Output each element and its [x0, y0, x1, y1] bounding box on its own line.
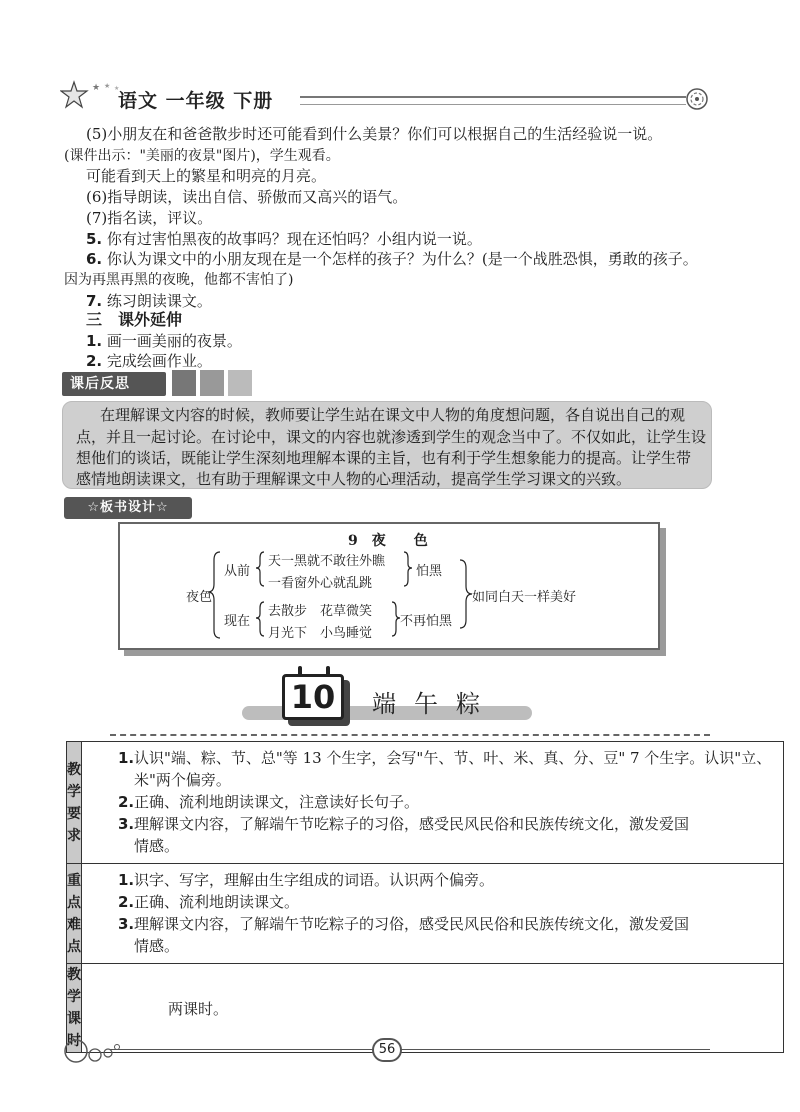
item-text: 认识"端、粽、节、总"等 13 个生字，会写"午、节、叶、米、真、分、豆" 7 个生字。认识"立、 [134, 749, 772, 767]
reflection-line: 点，并且一起讨论。在讨论中，课文的内容也就渗透到学生的观念当中了。不仅如此，让学生设 [76, 428, 707, 446]
item-text: 画一画美丽的夜景。 [106, 332, 242, 350]
board-braces [120, 524, 660, 650]
row-content [82, 964, 784, 1053]
board-before-item: 一看窗外心就乱跳 [268, 576, 373, 591]
item-number: 1. [86, 332, 103, 350]
svg-text:★: ★ [114, 85, 120, 92]
list-item [118, 869, 771, 891]
board-design-tag: ☆板书设计☆ [64, 497, 192, 519]
lesson-title: 端午粽 [372, 690, 498, 718]
item-text: 练习朗读课文。 [106, 292, 212, 310]
item-number: 7. [86, 292, 103, 310]
row-label [67, 742, 82, 864]
body-line [86, 291, 746, 311]
item-number: 3. [118, 915, 135, 933]
item-number: 1. [118, 871, 135, 889]
board-design [118, 522, 660, 650]
board-now-label: 现在 [224, 614, 251, 629]
item-number: 2. [118, 893, 135, 911]
header-title: 语文 一年级 下册 [118, 90, 274, 112]
board-before-result: 怕黑 [416, 564, 443, 579]
body-line [86, 331, 746, 351]
item-text: 你有过害怕黑夜的故事吗？现在还怕吗？小组内说一说。 [106, 230, 482, 248]
item-text: 你认为课文中的小朋友现在是一个怎样的孩子？为什么？(是一个战胜恐惧，勇敢的孩子。 [106, 250, 698, 268]
row-label-line: 教学 [67, 967, 81, 1005]
lesson-number: 10 [282, 674, 344, 720]
item-number: 2. [86, 352, 103, 370]
item-text: 完成绘画作业。 [106, 352, 212, 370]
header-rule [300, 96, 686, 98]
item-text: 识字、写字，理解由生字组成的词语。认识两个偏旁。 [134, 871, 495, 889]
list-item [118, 813, 771, 835]
board-conclusion: 如同白天一样美好 [472, 590, 577, 605]
lesson-requirements-table [66, 741, 784, 1053]
row-label-line: 教学 [67, 761, 81, 800]
board-now-item: 去散步 花草微笑 [268, 604, 373, 619]
reflection-line: 在理解课文内容的时候，教师要让学生站在课文中人物的角度想问题，各自说出自己的观 [100, 406, 686, 424]
decor-square [200, 370, 224, 396]
board-before-label: 从前 [224, 564, 251, 579]
dashed-divider [110, 734, 710, 736]
reflection-line: 想他们的谈话，既能让学生深刻地理解本课的主旨，也有利于学生想象能力的提高。让学生带 [76, 449, 692, 467]
body-line [86, 229, 746, 249]
row-content [82, 742, 784, 864]
board-now-result: 不再怕黑 [400, 614, 453, 629]
item-number: 3. [118, 815, 135, 833]
body-line: (课件出示："美丽的夜景"图片)，学生观看。 [64, 148, 340, 164]
body-line: (6)指导朗读，读出自信、骄傲而又高兴的语气。 [86, 188, 408, 206]
item-number: 2. [118, 793, 135, 811]
list-item [118, 891, 771, 913]
list-item [118, 913, 771, 935]
list-item-continued: 米"两个偏旁。 [134, 771, 231, 789]
board-root: 夜色 [186, 590, 213, 605]
header-spiral-icon [684, 86, 710, 112]
item-text: 理解课文内容，了解端午节吃粽子的习俗，感受民风民俗和民族传统文化，激发爱国 [134, 815, 690, 833]
decor-square [172, 370, 196, 396]
board-title: 9 夜 色 [348, 533, 428, 549]
section-heading: 三 课外延伸 [86, 310, 183, 329]
body-line: 可能看到天上的繁星和明亮的月亮。 [86, 167, 327, 185]
table-row [67, 742, 784, 864]
list-item [118, 747, 772, 769]
board-now-item: 月光下 小鸟睡觉 [268, 626, 373, 641]
list-item: 两课时。 [168, 999, 229, 1018]
reflection-tag: 课后反思 [62, 372, 166, 396]
body-line [86, 249, 746, 269]
reflection-line: 感情地朗读课文，也有助于理解课文中人物的心理活动，提高学生学习课文的兴致。 [76, 470, 632, 488]
decor-square [228, 370, 252, 396]
list-item [118, 791, 771, 813]
svg-text:★: ★ [104, 82, 111, 90]
item-text: 正确、流利地朗读课文，注意读好长句子。 [134, 793, 420, 811]
row-label-line: 重点 [67, 872, 81, 911]
item-number: 6. [86, 250, 103, 268]
table-row [67, 964, 784, 1053]
board-before-item: 天一黑就不敢往外瞧 [268, 554, 386, 569]
table-row [67, 864, 784, 964]
item-number: 1. [118, 749, 135, 767]
row-content [82, 864, 784, 964]
body-line: 因为再黑再黑的夜晚，他都不害怕了) [64, 272, 294, 288]
body-line: (7)指名读，评议。 [86, 209, 213, 227]
row-label-line: 课时 [67, 1011, 81, 1049]
header-rule-thin [300, 104, 686, 105]
body-line [86, 351, 746, 371]
list-item-continued: 情感。 [134, 837, 180, 855]
item-text: 理解课文内容，了解端午节吃粽子的习俗，感受民风民俗和民族传统文化，激发爱国 [134, 915, 690, 933]
svg-text:★: ★ [92, 83, 101, 93]
body-line: (5)小朋友在和爸爸散步时还可能看到什么美景？你们可以根据自己的生活经验说一说。 [86, 125, 663, 143]
row-label-line: 要求 [67, 805, 81, 844]
row-label [67, 864, 82, 964]
footer-circles-decoration [62, 1036, 122, 1066]
row-label-line: 难点 [67, 916, 81, 955]
footer-rule [110, 1049, 710, 1050]
item-number: 5. [86, 230, 103, 248]
list-item-continued: 情感。 [134, 937, 180, 955]
page-number: 56 [372, 1038, 402, 1062]
item-text: 正确、流利地朗读课文。 [134, 893, 300, 911]
